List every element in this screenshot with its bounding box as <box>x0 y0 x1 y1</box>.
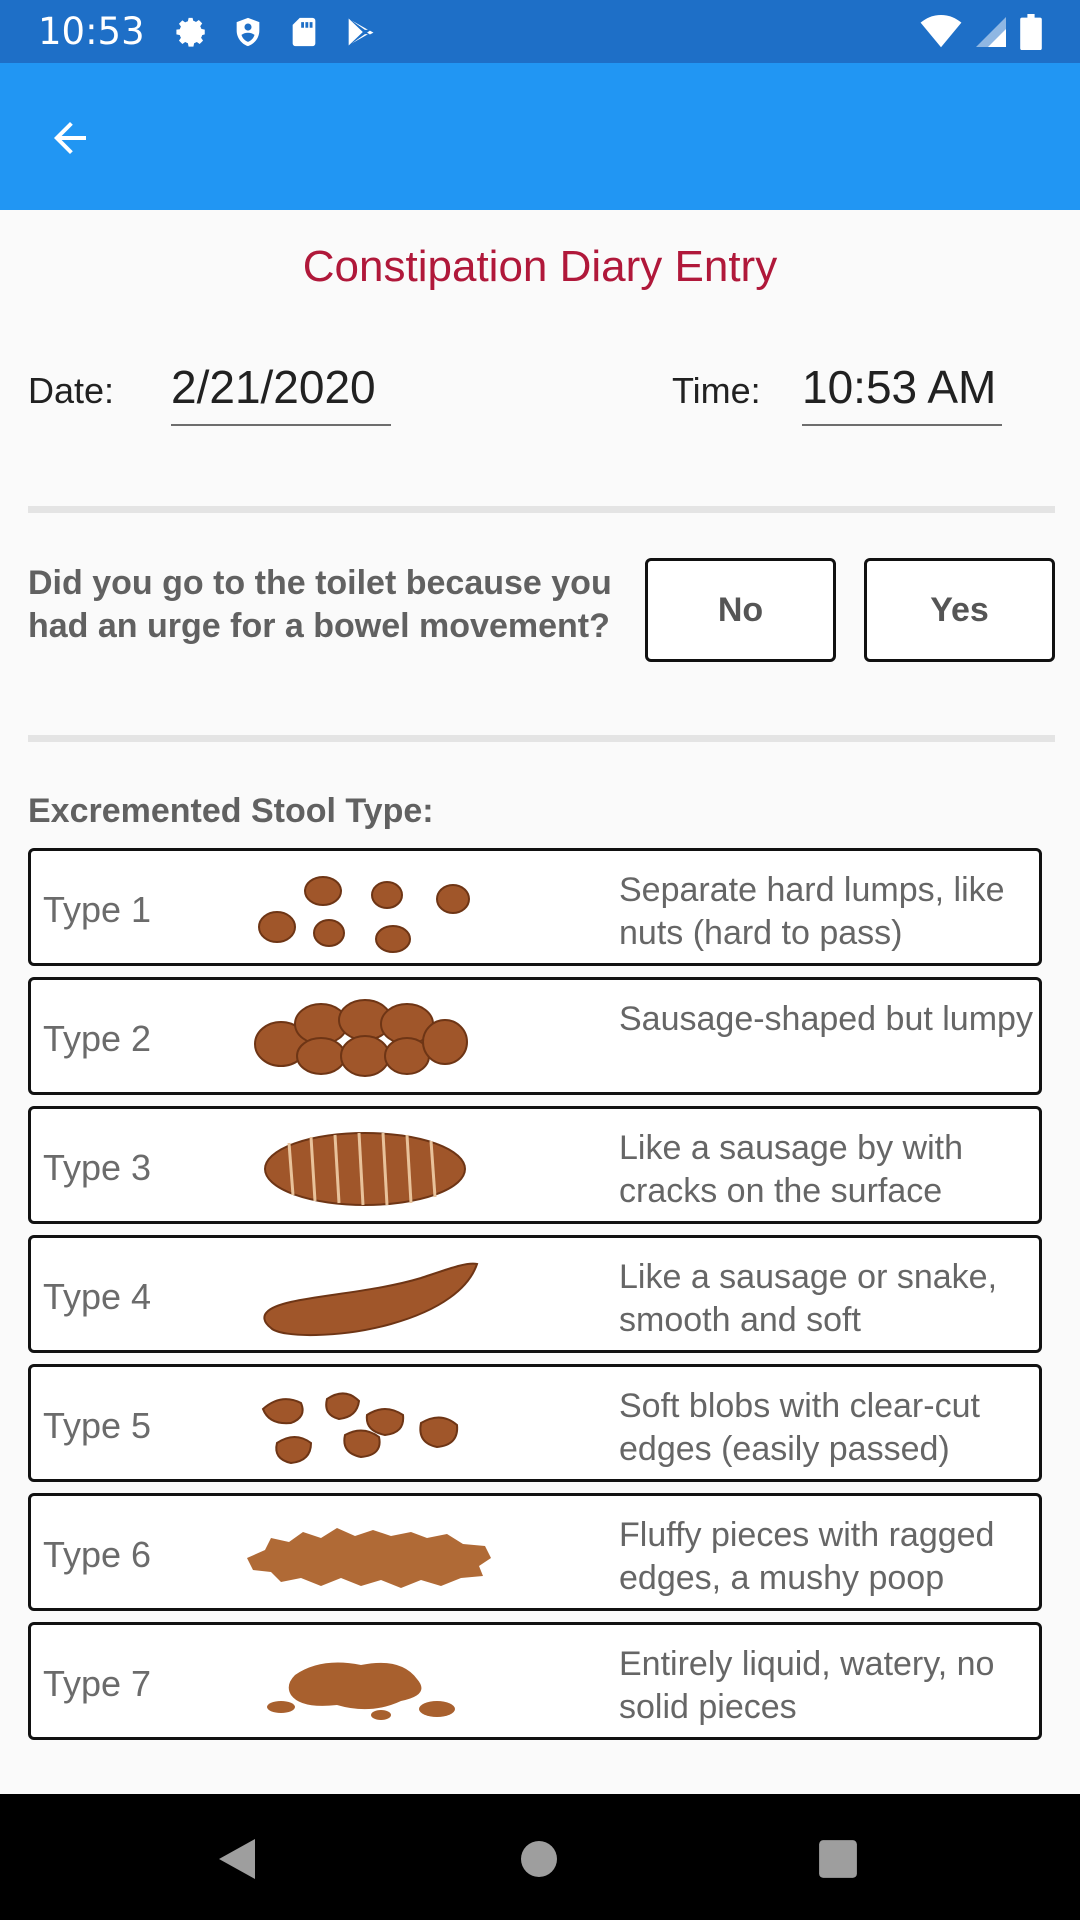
nav-recents-button[interactable] <box>803 1824 873 1894</box>
recents-square-icon <box>817 1838 859 1880</box>
settings-icon <box>175 15 209 49</box>
stool-type-label: Type 3 <box>43 1147 152 1188</box>
stool-type-4-option[interactable] <box>28 1235 1042 1353</box>
stool-type-7-image <box>241 1635 541 1727</box>
home-circle-icon <box>519 1839 559 1879</box>
stool-type-6-image <box>241 1506 541 1598</box>
status-icons-left <box>175 15 377 49</box>
stool-type-1-image <box>241 861 541 953</box>
stool-type-description: Soft blobs with clear-cut edges (easily passed) <box>619 1387 980 1468</box>
urge-question: Did you go to the toilet because you had an urge for a bowel movement? <box>28 564 612 645</box>
stool-type-4-image <box>241 1248 541 1340</box>
stool-type-5-option[interactable] <box>28 1364 1042 1482</box>
divider <box>28 506 1055 513</box>
stool-type-list <box>28 848 1042 1751</box>
page-title: Constipation Diary Entry <box>302 242 778 291</box>
stool-type-3-image <box>241 1119 541 1211</box>
stool-type-label: Type 1 <box>43 889 152 930</box>
stool-type-5-image <box>241 1377 541 1469</box>
status-icons-right <box>920 14 1042 50</box>
stool-type-2-image <box>241 990 541 1082</box>
stool-type-description: Like a sausage by with cracks on the surface <box>619 1129 963 1210</box>
time-field[interactable]: 10:53 AM <box>802 360 1002 426</box>
status-bar <box>0 0 1080 63</box>
stool-type-description: Sausage-shaped but lumpy <box>619 1000 1033 1038</box>
signal-icon <box>976 16 1006 48</box>
stool-type-7-option[interactable] <box>28 1622 1042 1740</box>
nav-home-button[interactable] <box>504 1824 574 1894</box>
yes-button[interactable]: Yes <box>864 558 1055 662</box>
stool-type-label: Type 6 <box>43 1534 152 1575</box>
back-triangle-icon <box>215 1835 259 1883</box>
nav-back-button[interactable] <box>202 1824 272 1894</box>
stool-type-2-option[interactable] <box>28 977 1042 1095</box>
wifi-icon <box>920 15 962 49</box>
stool-type-3-option[interactable] <box>28 1106 1042 1224</box>
battery-icon <box>1020 14 1042 50</box>
stool-section-label: Excremented Stool Type: <box>28 792 434 830</box>
no-button[interactable]: No <box>645 558 836 662</box>
stool-type-description: Like a sausage or snake, smooth and soft <box>619 1258 998 1339</box>
stool-type-description: Fluffy pieces with ragged edges, a mushy poop <box>619 1516 995 1597</box>
stool-type-label: Type 7 <box>43 1663 152 1704</box>
divider <box>28 735 1055 742</box>
system-nav-bar <box>0 1794 1080 1920</box>
app-bar <box>0 63 1080 210</box>
stool-type-label: Type 5 <box>43 1405 152 1446</box>
date-label: Date: <box>28 370 115 411</box>
status-time: 10:53 <box>38 10 145 53</box>
stool-type-description: Separate hard lumps, like nuts (hard to pass) <box>619 871 1005 952</box>
back-button[interactable] <box>38 106 102 170</box>
date-field[interactable]: 2/21/2020 <box>171 360 391 426</box>
shield-icon <box>231 15 265 49</box>
stool-type-description: Entirely liquid, watery, no solid pieces <box>619 1645 995 1726</box>
stool-type-1-option[interactable] <box>28 848 1042 966</box>
stool-type-label: Type 2 <box>43 1018 152 1059</box>
sd-card-icon <box>287 15 321 49</box>
stool-type-6-option[interactable] <box>28 1493 1042 1611</box>
stool-type-label: Type 4 <box>43 1276 152 1317</box>
arrow-left-icon <box>46 114 94 162</box>
play-store-icon <box>343 15 377 49</box>
time-label: Time: <box>672 370 761 411</box>
